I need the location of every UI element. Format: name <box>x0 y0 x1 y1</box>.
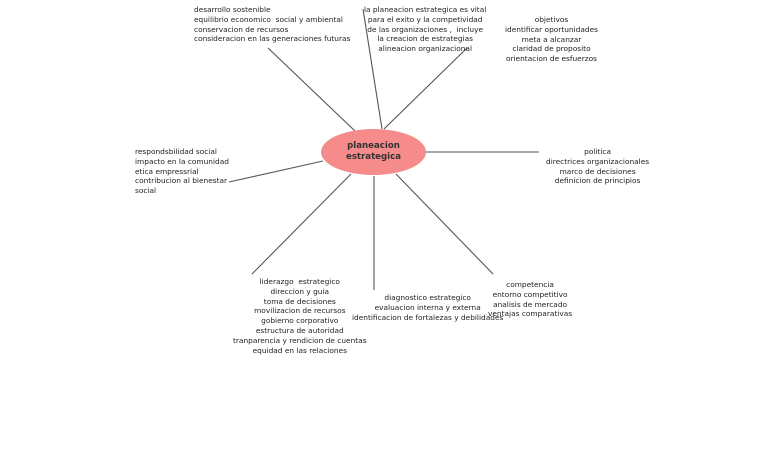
node-objetivos-line: identificar oportunidades <box>505 24 598 34</box>
node-diagnostico-line: diagnostico estrategico <box>384 293 471 302</box>
connector-alineacion <box>384 48 467 129</box>
node-objetivos-line: objetivos <box>534 15 569 24</box>
node-diagnostico[interactable] <box>352 293 503 322</box>
node-definicion-line: de las organizaciones , incluye <box>367 24 484 34</box>
node-objetivos-line: claridad de proposito <box>512 44 591 54</box>
node-sostenibilidad-line: desarrollo sostenible <box>194 5 271 14</box>
node-competencia-line: competencia <box>506 280 554 289</box>
node-definicion-line: alineacion organizacional <box>378 44 473 54</box>
node-diagnostico-line: evaluacion interna y externa <box>374 302 481 312</box>
node-liderazgo-line: direccion y guia <box>270 286 330 296</box>
connector-sostenibilidad <box>268 48 355 131</box>
central-topic-label: planeacion estrategica <box>345 141 402 162</box>
node-liderazgo-line: equidad en las relaciones <box>252 345 347 355</box>
node-definicion[interactable] <box>364 5 486 54</box>
node-responsabilidad-line: impacto en la comunidad <box>135 156 229 166</box>
node-objetivos-line: meta a alcanzar <box>521 34 582 44</box>
node-responsabilidad-line: etica empressrial <box>135 166 199 176</box>
node-liderazgo-line: toma de decisiones <box>263 296 336 306</box>
node-definicion-line: la creacion de estrategias <box>377 34 473 44</box>
node-politica-line: politica <box>584 147 611 156</box>
central-topic-node[interactable] <box>321 129 426 175</box>
node-definicion-line: para el exito y la competividad <box>367 14 483 24</box>
node-politica-line: directrices organizacionales <box>546 156 650 166</box>
node-liderazgo-line: estructura de autoridad <box>255 325 344 335</box>
node-diagnostico-line: identificacion de fortalezas y debilidades <box>352 312 504 322</box>
node-competencia-line: ventajas comparativas <box>488 309 573 319</box>
node-responsabilidad-line: social <box>135 186 157 196</box>
node-politica[interactable] <box>546 147 649 186</box>
node-liderazgo-line: liderazgo estrategico <box>259 277 340 286</box>
node-responsabilidad[interactable] <box>135 147 229 196</box>
node-sostenibilidad-line: equilibrio economico social y ambiental <box>194 14 343 24</box>
node-definicion-line: la planeacion estrategica es vital <box>364 5 487 14</box>
node-competencia-line: analisis de mercado <box>493 299 568 309</box>
node-sostenibilidad-line: conservacion de recursos <box>194 24 289 34</box>
connector-responsabilidad <box>229 161 323 182</box>
node-liderazgo-line: movilizacion de recursos <box>254 306 346 316</box>
node-competencia-line: entorno competitivo <box>492 289 568 299</box>
node-sostenibilidad-line: consideracion en las generaciones futuras <box>194 34 351 44</box>
node-responsabilidad-line: contribucion al bienestar <box>135 176 228 186</box>
node-objetivos[interactable] <box>505 15 598 64</box>
node-politica-line: definicion de principios <box>554 176 641 186</box>
node-competencia[interactable] <box>488 280 572 319</box>
node-liderazgo-line: gobierno corporativo <box>261 316 339 326</box>
node-responsabilidad-line: respondsbilidad social <box>135 147 217 156</box>
node-politica-line: marco de decisiones <box>559 166 636 176</box>
node-sostenibilidad[interactable] <box>194 5 350 44</box>
node-liderazgo-line: tranparencia y rendicion de cuentas <box>233 335 367 345</box>
connector-liderazgo <box>252 174 351 274</box>
node-liderazgo[interactable] <box>233 277 367 355</box>
node-objetivos-line: orientacion de esfuerzos <box>505 54 598 64</box>
connector-competencia <box>396 174 493 274</box>
